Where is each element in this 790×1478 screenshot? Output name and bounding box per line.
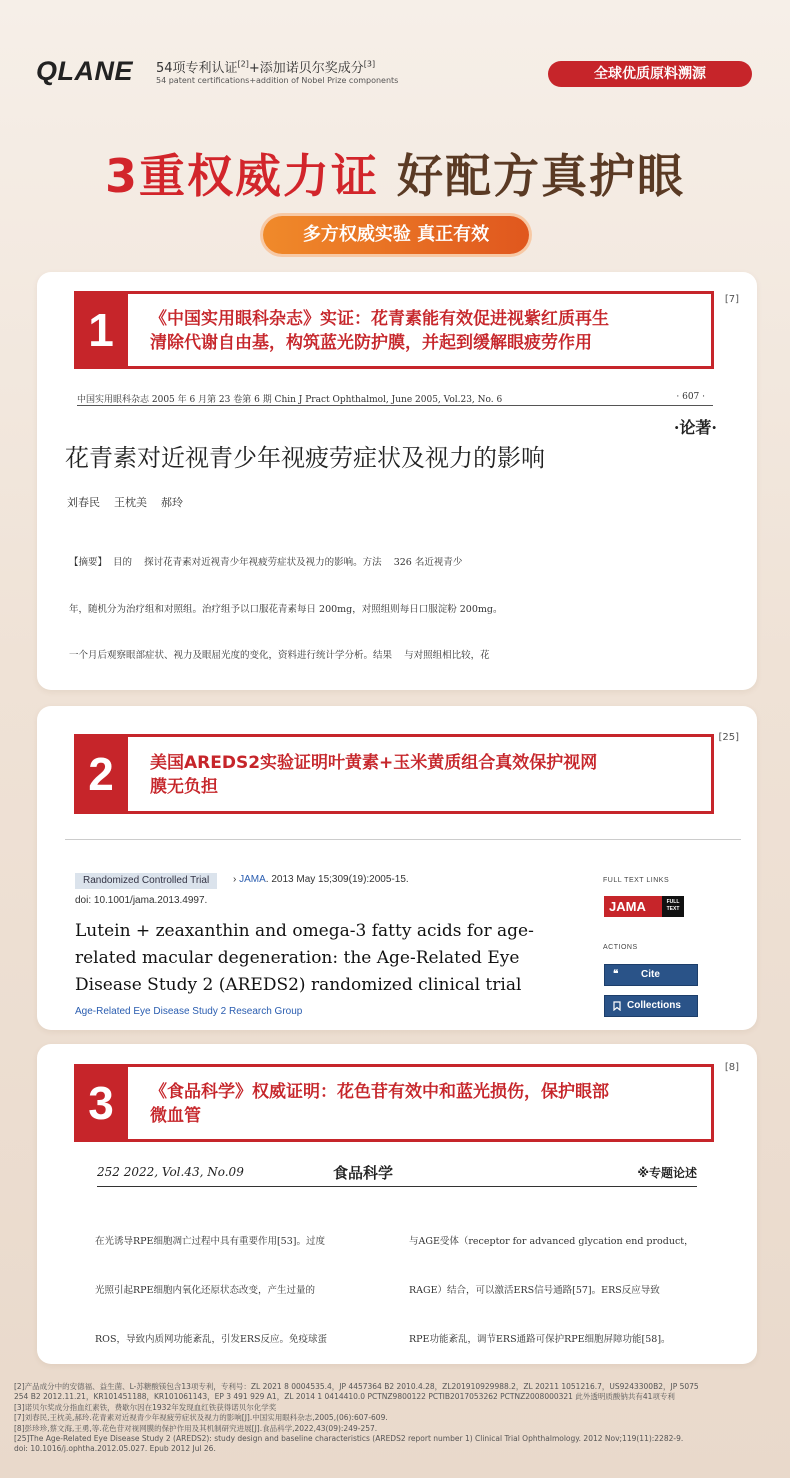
brand-tagline: 54项专利认证[2]+添加诺贝尔奖成分[3] — [156, 59, 376, 76]
reference-number: [8] — [724, 1062, 739, 1073]
article-title: Lutein + zeaxanthin and omega-3 fatty acids for age-related macular degeneration: the Age-Related Eye Disease Study 2 (AREDS2) randomized clinical trial — [75, 921, 534, 995]
brand-tagline-en: 54 patent certifications+addition of Nobel Prize components — [156, 76, 399, 85]
evidence-card-1 — [37, 272, 757, 690]
footnote: [2]产品成分中的安德福、益生菌、L-苏糖酸镁包含13项专利，专利号：ZL 2021 8 0004535.4，JP 4457364 B2 2010.4.28，ZL201910929988.2，ZL 20211 1051216.7，US9243300B2，JP 5075 — [14, 1382, 699, 1391]
bookmark-icon — [613, 996, 621, 1019]
subtitle-pill: 多方权威实验 真正有效 — [263, 216, 529, 254]
footnote: doi: 10.1016/j.ophtha.2012.05.027. Epub 2012 Jul 26. — [14, 1444, 216, 1454]
journal-header: 中国实用眼科杂志 2005 年 6 月第 23 卷第 6 期 Chin J Pract Ophthalmol, June 2005, Vol.23, No. 6 · 607 · — [77, 392, 713, 406]
evidence-card-2 — [37, 706, 757, 1030]
journal-link[interactable]: JAMA — [239, 874, 266, 885]
journal-citation: › JAMA. 2013 May 15;309(19):2005-15. — [233, 874, 409, 885]
quote-icon: ❝ — [613, 969, 619, 980]
divider — [65, 839, 741, 840]
card-number: 2 — [74, 734, 128, 814]
paper-column-right: 与AGE受体（receptor for advanced glycation end product， RAGE）结合，可以激活ERS信号通路[57]。ERS反应导致 RPE功能紊乱，调节ERS通路可保护RPE细胞屏障功能[58]。 — [409, 1236, 694, 1345]
reference-number: [7] — [724, 294, 739, 305]
page-title: 3重权威力证 好配方真护眼 — [104, 149, 686, 203]
footnote: [8]彭珍珍,蔡文海,王勇,等.花色苷对视网膜的保护作用及其机制研究进展[J].食品科学,2022,43(09):249-257. — [14, 1423, 378, 1433]
doi: doi: 10.1001/jama.2013.4997. — [75, 895, 208, 906]
paper-authors: 刘春民 王枕美 郝玲 — [67, 496, 183, 509]
footnote: 254 B2 2012.11.21，KR101451188，KR101061143，EP 3 491 929 A1，ZL 2014 1 0414410.0 PCTNZ9800122 PCTIB2017053262 PCTNZ2008000321 此外透明质酸钠共有41项专利 — [14, 1392, 675, 1402]
reference-number: [25] — [718, 732, 739, 743]
brand-header — [0, 0, 790, 115]
card-heading-text: 《食品科学》权威证明：花色苷有效中和蓝光损伤，保护眼部 微血管 — [150, 1082, 609, 1126]
footnotes — [14, 1382, 784, 1455]
card-heading-text: 美国AREDS2实验证明叶黄素+玉米黄质组合真效保护视网 膜无负担 — [150, 753, 598, 797]
card-heading-text: 《中国实用眼科杂志》实证：花青素能有效促进视紫红质再生 清除代谢自由基，构筑蓝光防护膜，并起到缓解眼疲劳作用 — [150, 309, 609, 353]
jama-full-text-button[interactable]: JAMA FULL TEXT — [604, 896, 684, 917]
journal-header: 252 2022, Vol.43, No.09 食品科学 ※专题论述 — [97, 1162, 697, 1187]
footnote: [7]刘春民,王枕美,郝玲.花青素对近视青少年视疲劳症状及视力的影响[J].中国实用眼科杂志,2005,(06):607-609. — [14, 1413, 388, 1423]
journal-name: 食品科学 — [333, 1164, 394, 1182]
cite-button[interactable]: ❝ Cite — [604, 964, 698, 986]
article-type-tag: ·论著· — [673, 418, 717, 437]
evidence-card-3 — [37, 1044, 757, 1364]
brand-logo: QLANE — [36, 56, 133, 86]
footnote: [3]诺贝尔奖成分指血红素铁，费歇尔因在1932年发现血红铁获得诺贝尔化学奖 — [14, 1402, 277, 1412]
full-text-links-label: FULL TEXT LINKS — [603, 877, 670, 884]
sourcing-badge: 全球优质原料溯源 — [548, 61, 752, 87]
footnote: [25]The Age-Related Eye Disease Study 2 (AREDS2): study design and baseline characteristics (AREDS2 report number 1) Clinical Trial Ophthalmology. 2012 Nov;119(11):2282-9. — [14, 1434, 684, 1444]
card-number: 3 — [74, 1064, 128, 1142]
paper-abstract: 【摘要】 目的 探讨花青素对近视青少年视疲劳症状及视力的影响。方法 326 名近视青少 年，随机分为治疗组和对照组。治疗组予以口服花青素每日 200mg，对照组则每日口服淀粉 200mg。 一个月后观察眼部症状、视力及眼屈光度的变化，资料进行统计学分析。结果 与对照组相比较，花 — [69, 557, 503, 661]
card-heading — [74, 734, 714, 814]
card-heading — [74, 291, 714, 369]
article-type-tag: Randomized Controlled Trial — [75, 873, 217, 889]
actions-label: ACTIONS — [603, 944, 638, 951]
collections-button[interactable]: Collections — [604, 995, 698, 1017]
author-group-link[interactable]: Age-Related Eye Disease Study 2 Research Group — [75, 1006, 303, 1017]
card-heading — [74, 1064, 714, 1142]
card-number: 1 — [74, 291, 128, 369]
paper-column-left: 在光诱导RPE细胞凋亡过程中具有重要作用[53]。过度 光照引起RPE细胞内氧化还原状态改变，产生过量的 ROS，导致内质网功能紊乱，引发ERS反应。免疫球蛋 — [95, 1236, 328, 1345]
paper-title: 花青素对近视青少年视疲劳症状及视力的影响 — [65, 444, 545, 472]
